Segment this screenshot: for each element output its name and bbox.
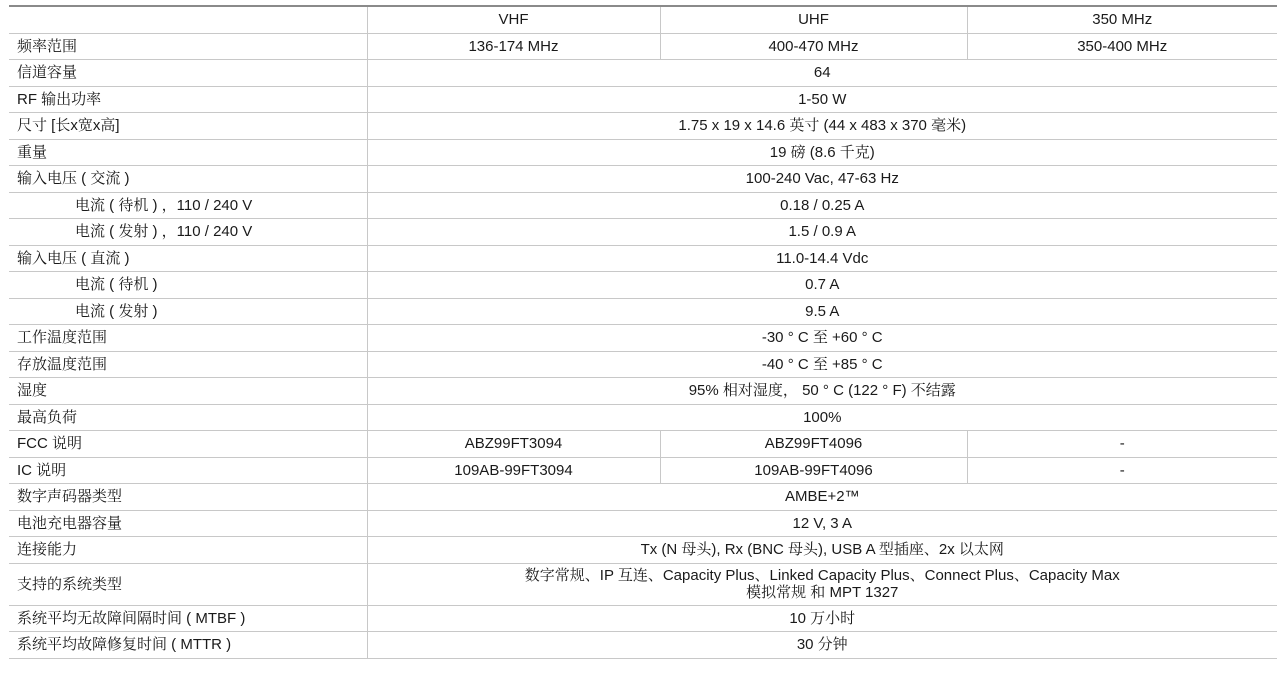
spec-row-value: - xyxy=(967,431,1277,458)
spec-row-value: 1.5 / 0.9 A xyxy=(367,219,1277,246)
header-row xyxy=(9,6,1277,33)
spec-row-label: RF 输出功率 xyxy=(9,86,367,113)
spec-row xyxy=(9,86,1277,113)
spec-row-label: 电流 ( 待机 ) ，110 / 240 V xyxy=(9,192,367,219)
spec-row-label: 重量 xyxy=(9,139,367,166)
spec-row xyxy=(9,563,1277,605)
spec-row xyxy=(9,404,1277,431)
spec-row xyxy=(9,431,1277,458)
spec-row-value: 136-174 MHz xyxy=(367,33,660,60)
spec-row-value: 9.5 A xyxy=(367,298,1277,325)
spec-row-value: 12 V, 3 A xyxy=(367,510,1277,537)
spec-row xyxy=(9,166,1277,193)
column-header-350mhz: 350 MHz xyxy=(967,6,1277,33)
spec-row-label: FCC 说明 xyxy=(9,431,367,458)
spec-row-label: 工作温度范围 xyxy=(9,325,367,352)
spec-row-value: 100% xyxy=(367,404,1277,431)
spec-row-value: ABZ99FT4096 xyxy=(660,431,967,458)
spec-row xyxy=(9,272,1277,299)
spec-row-label: 最高负荷 xyxy=(9,404,367,431)
spec-row-value: -30 ° C 至 +60 ° C xyxy=(367,325,1277,352)
spec-row-label: 支持的系统类型 xyxy=(9,563,367,605)
spec-row-value: 30 分钟 xyxy=(367,632,1277,659)
spec-row xyxy=(9,33,1277,60)
spec-row-value: -40 ° C 至 +85 ° C xyxy=(367,351,1277,378)
spec-row-label: 尺寸 [长x宽x高] xyxy=(9,113,367,140)
column-header-vhf: VHF xyxy=(367,6,660,33)
spec-row-value: 0.7 A xyxy=(367,272,1277,299)
spec-row-value: AMBE+2™ xyxy=(367,484,1277,511)
spec-row-value xyxy=(367,563,1277,605)
spec-row xyxy=(9,510,1277,537)
spec-row xyxy=(9,298,1277,325)
spec-row xyxy=(9,537,1277,564)
spec-row-label: 电流 ( 待机 ) xyxy=(9,272,367,299)
spec-row xyxy=(9,245,1277,272)
spec-row-label: 存放温度范围 xyxy=(9,351,367,378)
spec-row xyxy=(9,192,1277,219)
spec-row xyxy=(9,219,1277,246)
spec-row-value: 1.75 x 19 x 14.6 英寸 (44 x 483 x 370 毫米) xyxy=(367,113,1277,140)
spec-row-label: 输入电压 ( 交流 ) xyxy=(9,166,367,193)
spec-row xyxy=(9,605,1277,632)
spec-row xyxy=(9,139,1277,166)
header-corner-cell xyxy=(9,6,367,33)
spec-row-value: 95% 相对湿度， 50 ° C (122 ° F) 不结露 xyxy=(367,378,1277,405)
spec-row-label: IC 说明 xyxy=(9,457,367,484)
spec-row xyxy=(9,484,1277,511)
spec-row-label: 频率范围 xyxy=(9,33,367,60)
spec-row-value-line: 数字常规、IP 互连、Capacity Plus、Linked Capacity Plus、Connect Plus、Capacity Max xyxy=(524,567,1120,584)
spec-row-value: 11.0-14.4 Vdc xyxy=(367,245,1277,272)
spec-row-value: - xyxy=(967,457,1277,484)
spec-table xyxy=(9,5,1277,659)
spec-row-label: 电流 ( 发射 ) xyxy=(9,298,367,325)
spec-row-value: 109AB-99FT3094 xyxy=(367,457,660,484)
spec-row-value-line: 模拟常规 和 MPT 1327 xyxy=(746,584,899,601)
spec-row xyxy=(9,351,1277,378)
spec-row-value: 10 万小时 xyxy=(367,605,1277,632)
spec-table-body xyxy=(9,6,1277,658)
spec-row-label: 电流 ( 发射 ) ，110 / 240 V xyxy=(9,219,367,246)
spec-row-value: 19 磅 (8.6 千克) xyxy=(367,139,1277,166)
spec-row-value: 109AB-99FT4096 xyxy=(660,457,967,484)
spec-row-value: 64 xyxy=(367,60,1277,87)
spec-row-label: 连接能力 xyxy=(9,537,367,564)
spec-row-label: 信道容量 xyxy=(9,60,367,87)
spec-row-label: 湿度 xyxy=(9,378,367,405)
spec-row xyxy=(9,457,1277,484)
column-header-uhf: UHF xyxy=(660,6,967,33)
spec-row-value: ABZ99FT3094 xyxy=(367,431,660,458)
spec-row-value: 350-400 MHz xyxy=(967,33,1277,60)
spec-row xyxy=(9,378,1277,405)
spec-row-label: 系统平均故障修复时间 ( MTTR ) xyxy=(9,632,367,659)
spec-row-value: 400-470 MHz xyxy=(660,33,967,60)
spec-row xyxy=(9,632,1277,659)
spec-row-label: 电池充电器容量 xyxy=(9,510,367,537)
spec-row-value: 100-240 Vac, 47-63 Hz xyxy=(367,166,1277,193)
spec-row-label: 系统平均无故障间隔时间 ( MTBF ) xyxy=(9,605,367,632)
spec-row-label: 数字声码器类型 xyxy=(9,484,367,511)
spec-row xyxy=(9,113,1277,140)
spec-row xyxy=(9,325,1277,352)
spec-row-label: 输入电压 ( 直流 ) xyxy=(9,245,367,272)
spec-row-value: Tx (N 母头), Rx (BNC 母头), USB A 型插座、2x 以太网 xyxy=(367,537,1277,564)
spec-row-value: 1-50 W xyxy=(367,86,1277,113)
spec-row xyxy=(9,60,1277,87)
spec-row-value: 0.18 / 0.25 A xyxy=(367,192,1277,219)
